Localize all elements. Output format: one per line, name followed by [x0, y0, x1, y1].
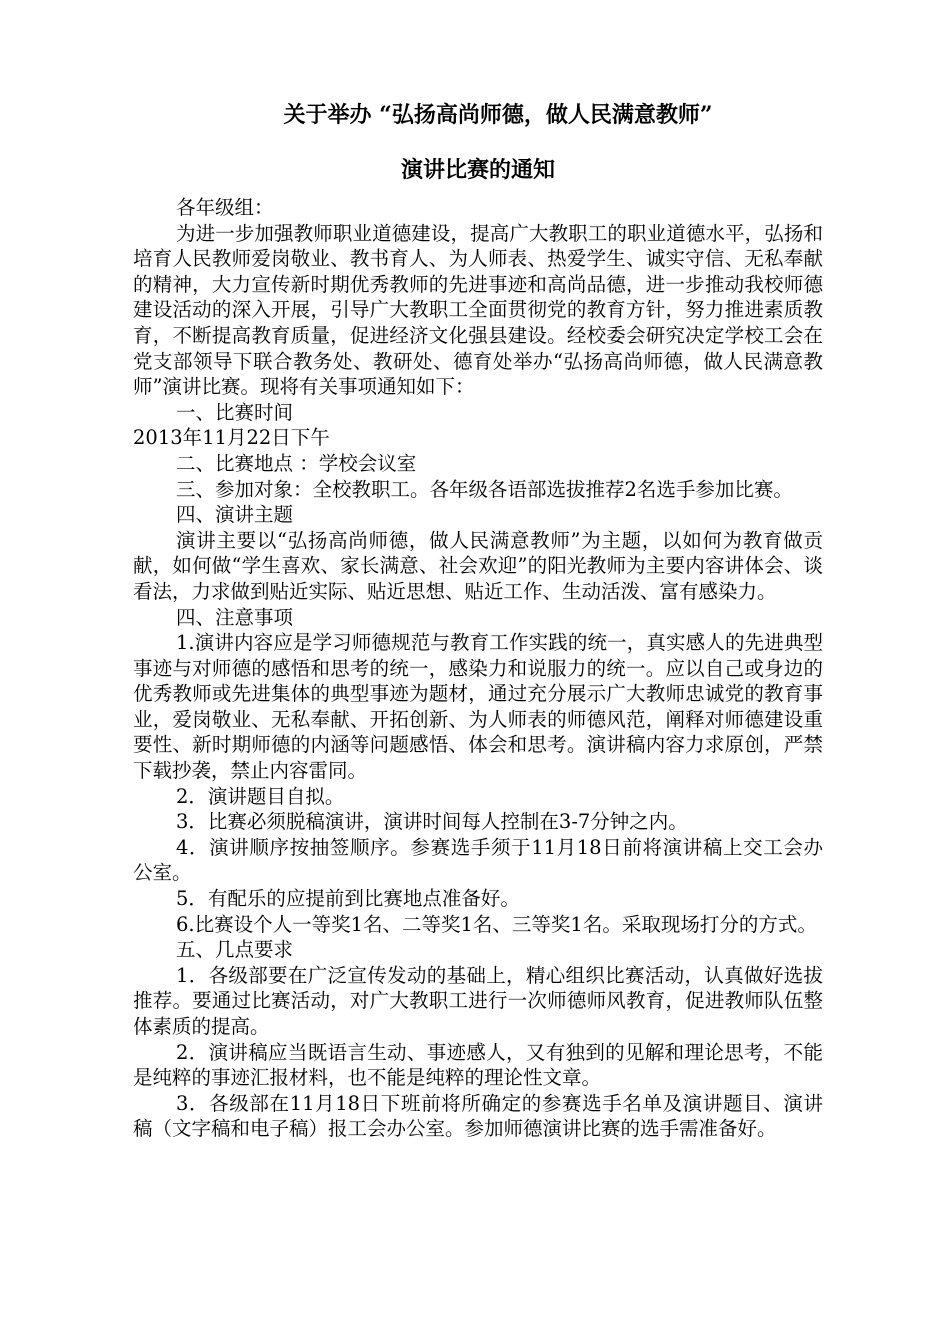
- note-item-6: 6.比赛设个人一等奖1名、二等奖1名、三等奖1名。采取现场打分的方式。: [176, 912, 817, 936]
- note-item-1: 1.演讲内容应是学习师德规范与教育工作实践的统一，真实感人的先进典型事迹与对师德的感悟和思考的统一，感染力和说服力的统一。应以自己或身边的优秀教师或先进集体的典型事迹为题材，通过充分展示广大教师忠诚党的教育事业，爱岗敬业、无私奉献、开拓创新、为人师表的师德风范，阐释对师德建设重要性、新时期师德的内涵等问题感悟、体会和思考。演讲稿内容力求原创，严禁下载抄袭，禁止内容雷同。: [133, 631, 823, 783]
- note-item-2: 2．演讲题目自拟。: [176, 784, 345, 808]
- section-theme-heading: 四、演讲主题: [176, 503, 294, 527]
- section-theme-body: 演讲主要以“弘扬高尚师德，做人民满意教师”为主题，以如何为教育做贡献，如何做“学生喜欢、家长满意、社会欢迎”的阳光教师为主要内容讲体会、谈看法，力求做到贴近实际、贴近思想、贴近工作、生动活泼、富有感染力。: [133, 528, 823, 603]
- section-requirements-heading: 五、几点要求: [176, 938, 294, 962]
- document-page: [133, 100, 823, 1142]
- section-time-value: 2013年11月22日下午: [133, 426, 330, 450]
- section-participants: 三、参加对象：全校教职工。各年级各语部选拔推荐2名选手参加比赛。: [176, 477, 793, 501]
- requirement-item-1: 1．各级部要在广泛宣传发动的基础上，精心组织比赛活动，认真做好选拔推荐。要通过比赛活动，对广大教职工进行一次师德师风教育，促进教师队伍整体素质的提高。: [133, 963, 823, 1038]
- document-title-line-2: 演讲比赛的通知: [400, 157, 555, 183]
- salutation: 各年级组：: [176, 196, 274, 219]
- intro-paragraph: 为进一步加强教师职业道德建设，提高广大教职工的职业道德水平，弘扬和培育人民教师爱岗敬业、教书育人、为人师表、热爱学生、诚实守信、无私奉献的精神，大力宣传新时期优秀教师的先进事迹和高尚品德，进一步推动我校师德建设活动的深入开展，引导广大教职工全面贯彻党的教育方针，努力推进素质教育，不断提高教育质量，促进经济文化强县建设。经校委会研究决定学校工会在党支部领导下联合教务处、教研处、德育处举办“弘扬高尚师德，做人民满意教师”演讲比赛。现将有关事项通知如下：: [133, 221, 823, 399]
- note-item-5: 5．有配乐的应提前到比赛地点准备好。: [176, 887, 520, 911]
- section-location: 二、比赛地点 ：学校会议室: [176, 451, 417, 475]
- section-notes-heading: 四、注意事项: [176, 605, 294, 629]
- note-item-4: 4．演讲顺序按抽签顺序。参赛选手须于11月18日前将演讲稿上交工会办公室。: [133, 835, 823, 885]
- requirement-item-2: 2．演讲稿应当既语言生动、事迹感人，又有独到的见解和理论思考，不能是纯粹的事迹汇报材料，也不能是纯粹的理论性文章。: [133, 1040, 823, 1090]
- requirement-item-3: 3．各级部在11月18日下班前将所确定的参赛选手名单及演讲题目、演讲稿（文字稿和电子稿）报工会办公室。参加师德演讲比赛的选手需准备好。: [133, 1091, 823, 1141]
- section-time-heading: 一、比赛时间: [176, 400, 294, 424]
- document-title-line-1: 关于举办 “弘扬高尚师德，做人民满意教师”: [283, 102, 713, 128]
- note-item-3: 3．比赛必须脱稿演讲，演讲时间每人控制在3-7分钟之内。: [176, 810, 688, 834]
